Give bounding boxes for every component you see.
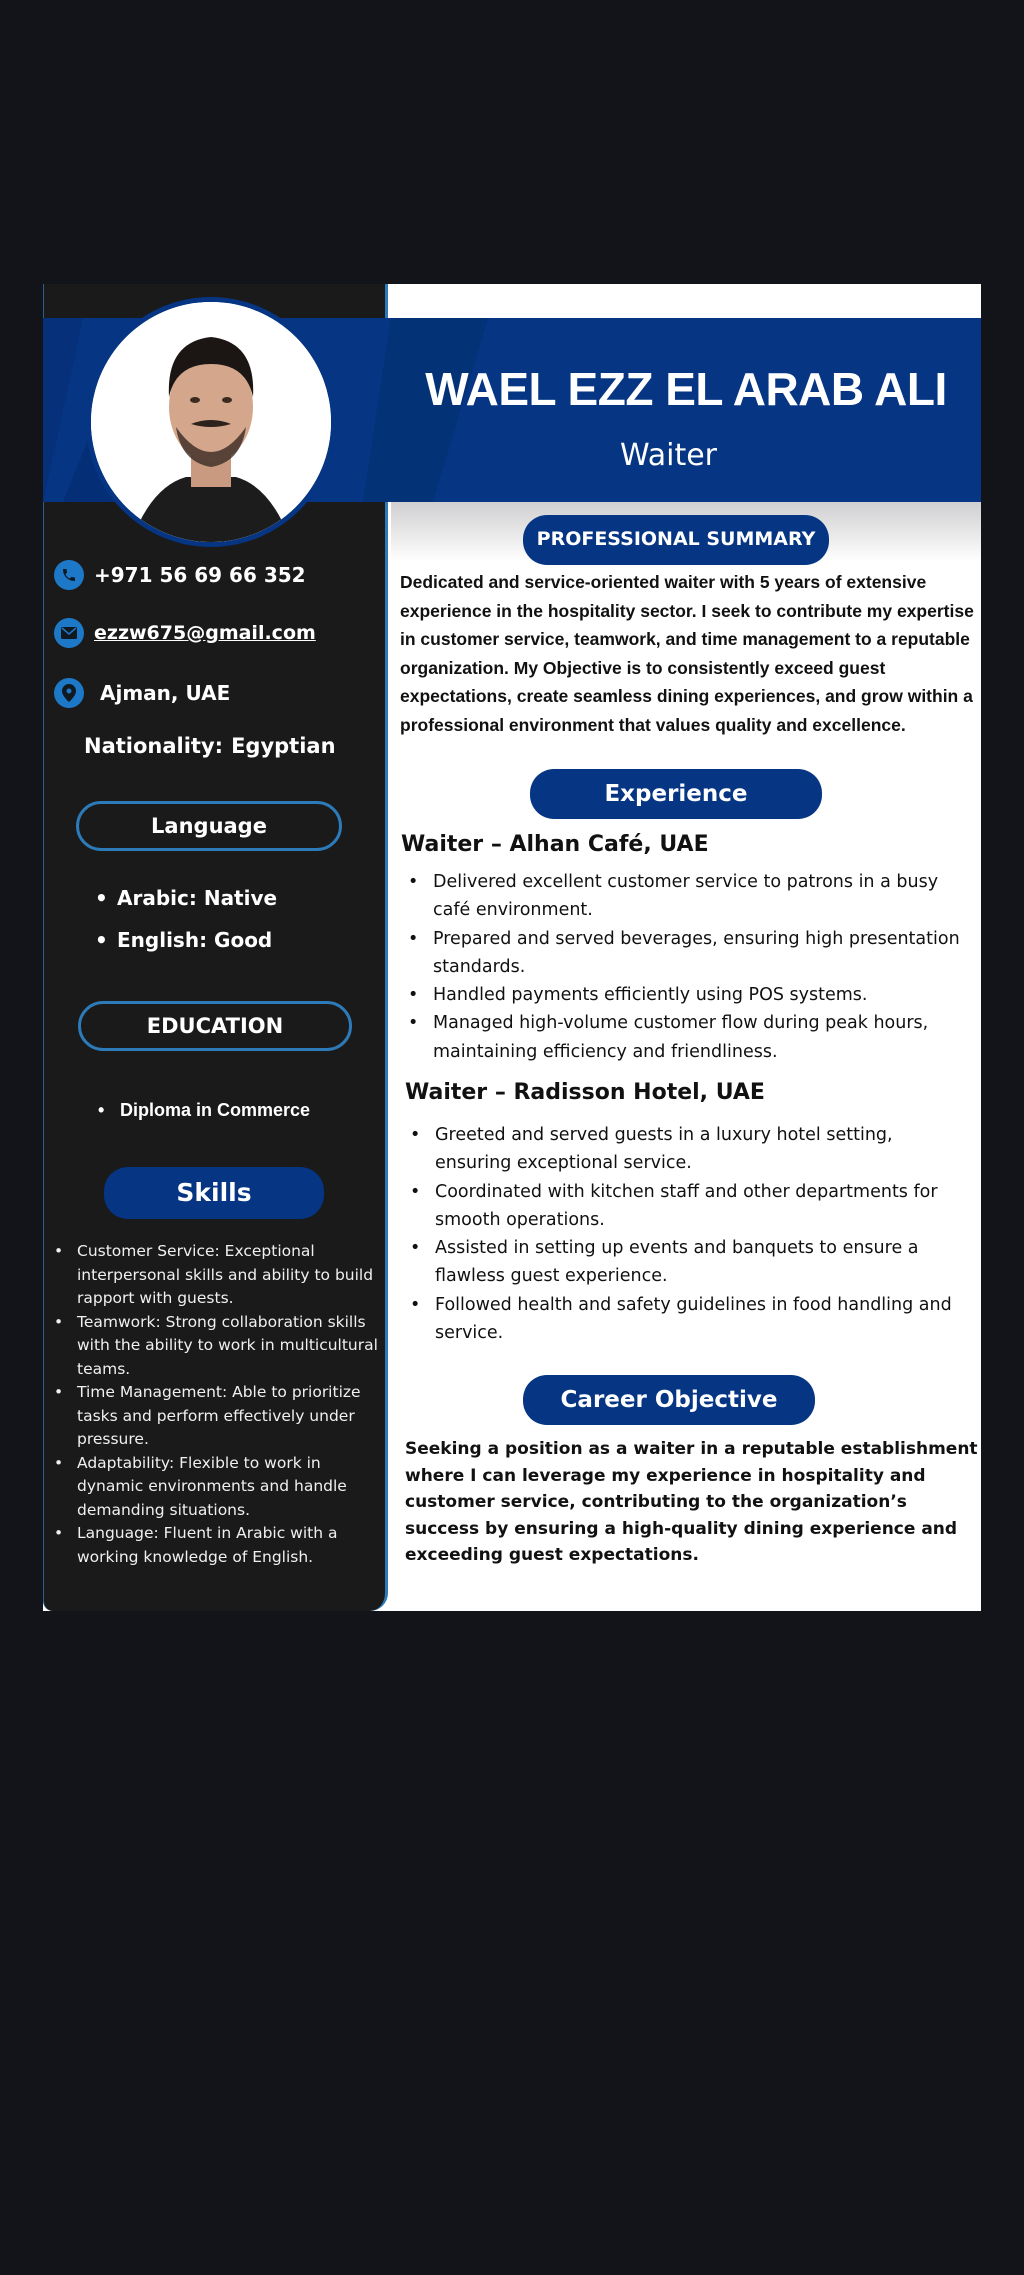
career-objective-text: Seeking a position as a waiter in a reputable establishment where I can leverage my experience in hospitality and customer service, contributing to the organization’s success by ensuring a high-quality dining experience and exceeding guest expectations. <box>405 1439 978 1565</box>
candidate-name: WAEL EZZ EL ARAB ALI <box>425 363 947 415</box>
skills-heading <box>104 1167 324 1219</box>
skill-item: • Language: Fluent in Arabic with a working knowledge of English. <box>52 1522 382 1569</box>
summary-heading-label: PROFESSIONAL SUMMARY <box>536 528 816 550</box>
education-item-text: Diploma in Commerce <box>120 1100 311 1120</box>
job-bullet: • Handled payments efficiently using POS systems. <box>404 981 969 1009</box>
job-title-2: Waiter – Radisson Hotel, UAE <box>405 1080 765 1105</box>
skill-item: • Adaptability: Flexible to work in dynamic environments and handle demanding situations. <box>52 1452 382 1523</box>
job-bullet: • Greeted and served guests in a luxury hotel setting, ensuring exceptional service. <box>406 1121 971 1178</box>
language-item <box>95 886 277 928</box>
language-heading-label: Language <box>151 814 267 838</box>
career-objective-heading-label: Career Objective <box>560 1387 778 1413</box>
skill-item: • Customer Service: Exceptional interpersonal skills and ability to build rapport with guests. <box>52 1240 382 1311</box>
skills-heading-label: Skills <box>176 1178 252 1207</box>
job-1-bullets <box>404 868 969 1066</box>
job-bullet: • Managed high-volume customer flow during peak hours, maintaining efficiency and friendliness. <box>404 1009 969 1066</box>
language-list <box>95 886 277 970</box>
nationality-row <box>84 734 336 758</box>
job-bullet: • Assisted in setting up events and banquets to ensure a flawless guest experience. <box>406 1234 971 1291</box>
job-bullet: • Delivered excellent customer service to patrons in a busy café environment. <box>404 868 969 925</box>
job-bullet: • Followed health and safety guidelines in food handling and service. <box>406 1291 971 1348</box>
mail-icon <box>54 618 84 648</box>
language-item <box>95 928 277 970</box>
skill-item: • Teamwork: Strong collaboration skills with the ability to work in multicultural teams. <box>52 1311 382 1382</box>
email-link[interactable]: ezzw675@gmail.com <box>94 622 316 644</box>
skill-item: • Time Management: Able to prioritize tasks and perform effectively under pressure. <box>52 1381 382 1452</box>
location-text: Ajman, UAE <box>100 681 231 705</box>
language-heading <box>76 801 342 851</box>
profile-photo <box>86 297 336 547</box>
phone-number[interactable]: +971 56 69 66 352 <box>94 563 306 587</box>
career-objective-heading <box>523 1375 815 1425</box>
summary-heading <box>523 515 829 565</box>
language-item-text: Arabic: Native <box>117 886 278 910</box>
location-pin-icon <box>54 678 84 708</box>
job-bullet: • Coordinated with kitchen staff and other departments for smooth operations. <box>406 1178 971 1235</box>
education-heading-label: EDUCATION <box>146 1014 284 1038</box>
experience-heading <box>530 769 822 819</box>
education-heading <box>78 1001 352 1051</box>
job-title-1: Waiter – Alhan Café, UAE <box>401 832 709 857</box>
skills-list <box>52 1240 382 1569</box>
email-row <box>54 618 316 648</box>
education-list <box>98 1100 310 1121</box>
job-title: Waiter <box>619 438 718 473</box>
person-portrait-icon <box>91 302 331 542</box>
education-item <box>98 1100 310 1121</box>
job-bullet: • Prepared and served beverages, ensuring high presentation standards. <box>404 925 969 982</box>
location-row <box>54 678 230 708</box>
nationality-label: Nationality: <box>84 734 224 758</box>
language-item-text: English: Good <box>117 928 273 952</box>
phone-icon <box>54 560 84 590</box>
summary-text: Dedicated and service-oriented waiter with 5 years of extensive experience in the hospitality sector. I seek to contribute my expertise in customer service, teamwork, and time management to a reputable organization. My Objective is to consistently exceed guest expectations, create seamless dining experiences, and grow within a professional environment that values quality and excellence. <box>400 572 974 735</box>
nationality-value: Egyptian <box>231 734 336 758</box>
job-2-bullets <box>406 1121 971 1347</box>
phone-row <box>54 560 306 590</box>
experience-heading-label: Experience <box>604 781 748 807</box>
